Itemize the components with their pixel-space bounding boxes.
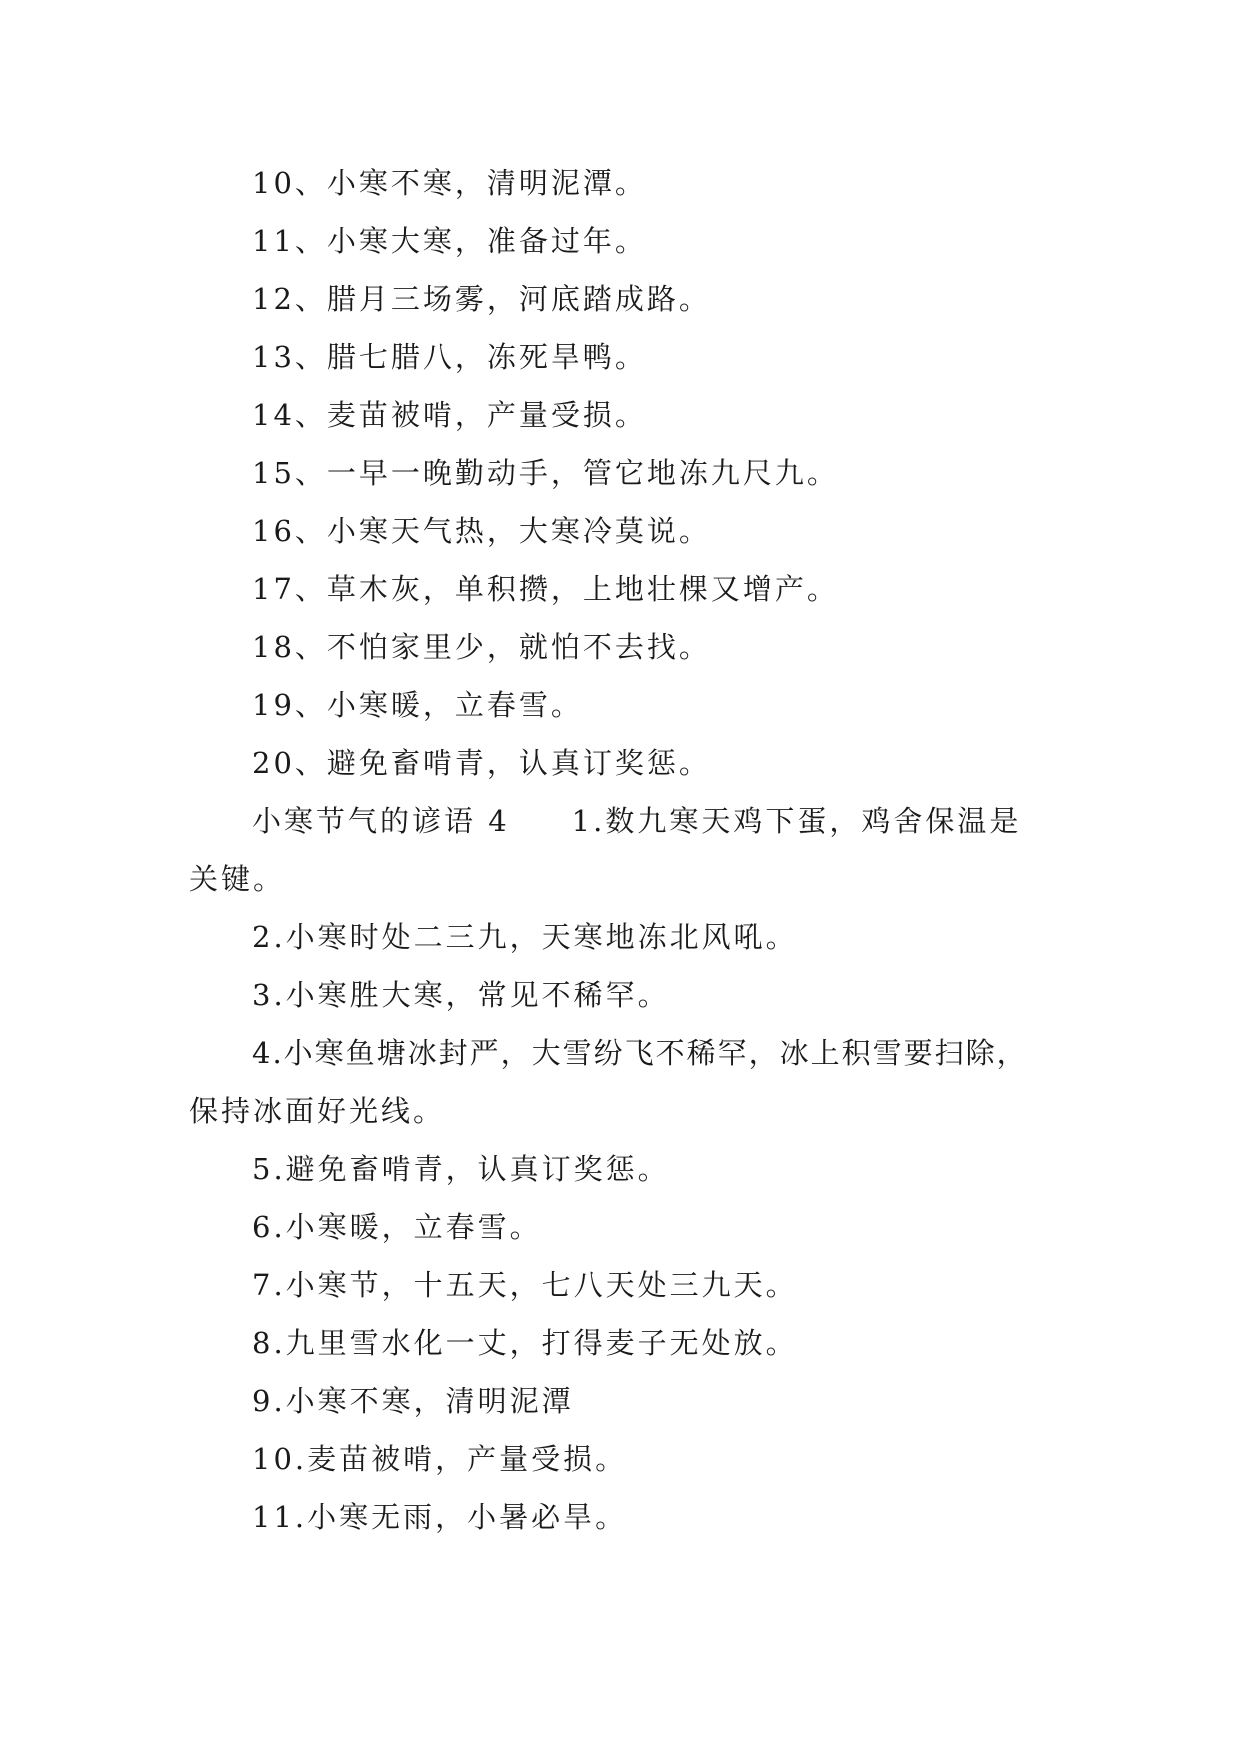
proverb-line: 1.数九寒天鸡下蛋，鸡舍保温是 [571, 804, 1022, 838]
proverb-line: 18、不怕家里少，就怕不去找。 [252, 630, 711, 664]
proverb-line: 4.小寒鱼塘冰封严，大雪纷飞不稀罕，冰上积雪要扫除， [252, 1036, 1028, 1070]
proverb-line: 2.小寒时处二三九，天寒地冻北风吼。 [252, 920, 798, 954]
proverb-line: 13、腊七腊八，冻死旱鸭。 [252, 340, 647, 374]
proverb-line: 7.小寒节，十五天，七八天处三九天。 [252, 1268, 798, 1302]
proverb-line: 10.麦苗被啃，产量受损。 [252, 1442, 628, 1476]
document-body [189, 154, 1051, 1546]
proverb-line: 15、一早一晚勤动手，管它地冻九尺九。 [252, 456, 839, 490]
proverb-line: 11.小寒无雨，小暑必旱。 [252, 1500, 628, 1534]
section-title: 小寒节气的谚语 4 [252, 804, 510, 838]
proverb-line: 20、避免畜啃青，认真订奖惩。 [252, 746, 711, 780]
proverb-line: 12、腊月三场雾，河底踏成路。 [252, 282, 711, 316]
proverb-line: 10、小寒不寒，清明泥潭。 [252, 166, 647, 200]
proverb-line: 6.小寒暖，立春雪。 [252, 1210, 542, 1244]
proverb-line: 5.避免畜啃青，认真订奖惩。 [252, 1152, 670, 1186]
proverb-line: 8.九里雪水化一丈，打得麦子无处放。 [252, 1326, 798, 1360]
proverb-line: 16、小寒天气热，大寒冷莫说。 [252, 514, 711, 548]
section-heading-row [189, 792, 1051, 850]
proverb-line: 17、草木灰，单积攒，上地壮棵又增产。 [252, 572, 839, 606]
proverb-line: 11、小寒大寒，准备过年。 [252, 224, 647, 258]
proverb-line: 19、小寒暖，立春雪。 [252, 688, 583, 722]
proverb-line-continuation: 保持冰面好光线。 [189, 1094, 446, 1128]
heading-spacer [510, 792, 572, 850]
proverb-line-continuation: 关键。 [189, 862, 286, 896]
proverb-line: 3.小寒胜大寒，常见不稀罕。 [252, 978, 670, 1012]
proverb-line: 9.小寒不寒，清明泥潭 [252, 1384, 574, 1418]
proverb-line: 14、麦苗被啃，产量受损。 [252, 398, 647, 432]
